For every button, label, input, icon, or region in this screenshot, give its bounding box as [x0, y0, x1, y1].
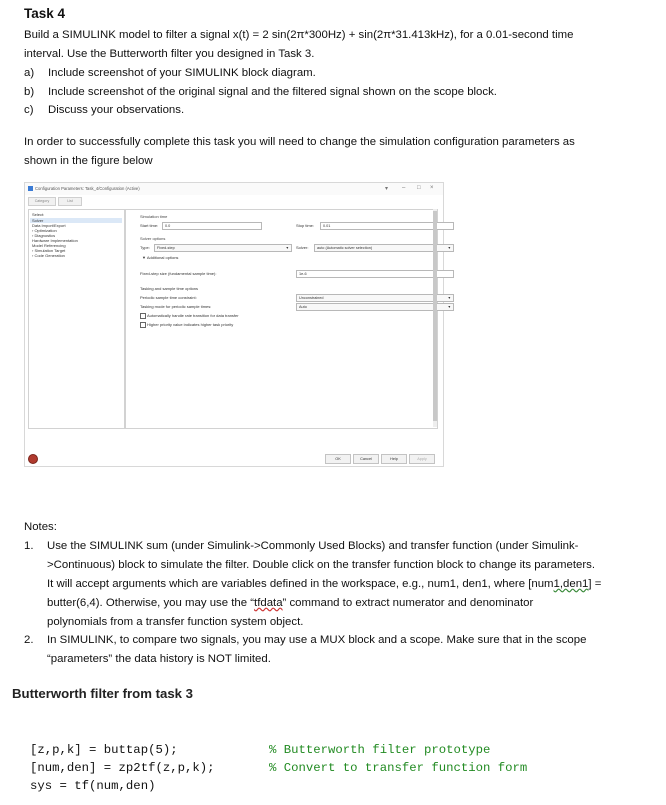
tasking-mode-label: Tasking mode for periodic sample times:	[140, 304, 212, 309]
fixed-step-size-input[interactable]: 1e-6	[296, 270, 454, 278]
solver-settings-panel	[125, 209, 451, 429]
type-select[interactable]	[154, 244, 292, 252]
note-1-line-4-c: ” command to extract numerator and denominator	[282, 597, 534, 609]
tasking-header: Tasking and sample time options	[140, 286, 199, 291]
config-intro-line-2: shown in the figure below	[24, 155, 153, 167]
list-item-text: Discuss your observations.	[48, 104, 185, 116]
tree-item-data-import-export[interactable]: Data Import/Export	[32, 223, 66, 228]
notes-title: Notes:	[24, 521, 57, 533]
list-item	[24, 101, 184, 120]
auto-rate-transition-label: Automatically handle rate transition for data transfer	[147, 313, 239, 318]
list-button[interactable]: List	[58, 197, 82, 206]
priority-checkbox[interactable]	[140, 322, 146, 328]
chevron-down-icon: ▼	[285, 246, 289, 250]
dialog-title: Configuration Parameters: Task_4/Configuration (Active)	[35, 186, 140, 191]
note-number: 1.	[24, 540, 34, 552]
config-intro-line-1: In order to successfully complete this task you will need to change the simulation configuration parameters as	[24, 136, 575, 148]
maximize-button[interactable]: □	[417, 185, 421, 191]
section-heading: Butterworth filter from task 3	[12, 686, 193, 701]
scrollbar-thumb[interactable]	[433, 211, 437, 421]
note-1	[24, 537, 654, 637]
auto-rate-transition-checkbox[interactable]	[140, 313, 146, 319]
periodic-constraint-value: Unconstrained	[299, 296, 324, 300]
minimize-button[interactable]: –	[402, 185, 406, 191]
category-button[interactable]: Category	[28, 197, 56, 206]
list-item-label: b)	[24, 86, 35, 98]
type-label: Type:	[140, 245, 150, 250]
tree-item-model-referencing[interactable]: Model Referencing	[32, 243, 66, 248]
tree-item-hardware-implementation[interactable]: Hardware Implementation	[32, 238, 78, 243]
close-button[interactable]: ×	[430, 185, 434, 191]
dialog-toolbar	[28, 197, 439, 206]
tree-item-simulation-target[interactable]: › Simulation Target	[32, 248, 66, 253]
note-1-line-2: >Continuous) block to simulate the filter. Double click on the transfer function block to change its parameters.	[47, 559, 595, 571]
task-title: Task 4	[24, 6, 66, 21]
pin-icon[interactable]: ▾	[385, 186, 389, 192]
note-1-line-1: Use the SIMULINK sum (under Simulink->Commonly Used Blocks) and transfer function (under Simulink-	[47, 540, 579, 552]
chevron-down-icon: ▼	[447, 246, 451, 250]
note-1-line-3-a: It will accept arguments which are variables defined in the workspace, e.g., num1, den1, where [num	[47, 578, 554, 590]
list-item-label: c)	[24, 104, 34, 116]
type-select-value: Fixed-step	[157, 246, 175, 250]
note-2-line-1: In SIMULINK, to compare two signals, you may use a MUX block and a scope. Make sure that in the scope	[47, 634, 587, 646]
simulation-time-header: Simulation time	[140, 214, 168, 219]
panel-scrollbar[interactable]	[433, 209, 437, 427]
cancel-button[interactable]: Cancel	[353, 454, 379, 464]
note-1-line-4	[47, 594, 533, 613]
list-item	[24, 64, 316, 83]
help-icon[interactable]	[28, 454, 38, 464]
dialog-title-bar	[25, 183, 443, 195]
ok-button[interactable]: OK	[325, 454, 351, 464]
stop-time-input[interactable]: 0.01	[320, 222, 454, 230]
start-time-input[interactable]: 0.0	[162, 222, 262, 230]
tree-select-label: Select:	[32, 212, 45, 217]
fixed-step-size-label: Fixed-step size (fundamental sample time):	[140, 271, 217, 276]
tasking-mode-value: Auto	[299, 305, 307, 309]
help-button[interactable]: Help	[381, 454, 407, 464]
code-line-2: [num,den] = zp2tf(z,p,k);	[30, 761, 215, 775]
note-1-line-3	[47, 575, 601, 594]
chevron-down-icon: ▼	[447, 305, 451, 309]
periodic-constraint-select[interactable]	[296, 294, 454, 302]
code-comment-1: % Butterworth filter prototype	[269, 743, 491, 757]
note-1-line-4-a: butter(6,4). Otherwise, you may use the “	[47, 597, 255, 609]
note-number: 2.	[24, 634, 34, 646]
code-line-1: [z,p,k] = buttap(5);	[30, 743, 178, 757]
category-tree	[28, 209, 125, 429]
num1-den1-text: 1,den1	[553, 578, 589, 590]
note-2	[24, 631, 654, 671]
list-item	[24, 83, 497, 102]
periodic-constraint-label: Periodic sample time constraint:	[140, 295, 197, 300]
tree-item-solver[interactable]: Solver	[30, 218, 122, 223]
note-1-line-5: polynomials from a transfer function system object.	[47, 616, 304, 628]
solver-select-value: auto (Automatic solver selection)	[317, 246, 373, 250]
list-item-text: Include screenshot of your SIMULINK block diagram.	[48, 67, 316, 79]
note-2-line-2: “parameters” the data history is NOT limited.	[47, 653, 271, 665]
configuration-dialog	[24, 182, 451, 467]
additional-options-toggle[interactable]: ▼ Additional options	[142, 255, 179, 260]
priority-label: Higher priority value indicates higher task priority	[147, 322, 234, 327]
solver-options-header: Solver options	[140, 236, 166, 241]
tree-item-optimization[interactable]: › Optimization	[32, 228, 57, 233]
intro-line-2: interval. Use the Butterworth filter you designed in Task 3.	[24, 48, 315, 60]
solver-label: Solver:	[296, 245, 309, 250]
tfdata-command: tfdata	[254, 597, 283, 609]
tree-item-code-generation[interactable]: › Code Generation	[32, 253, 65, 258]
code-line-3: sys = tf(num,den)	[30, 779, 156, 793]
list-item-text: Include screenshot of the original signal and the filtered signal shown on the scope block.	[48, 86, 497, 98]
chevron-down-icon: ▼	[447, 296, 451, 300]
stop-time-label: Stop time:	[296, 223, 315, 228]
list-item-label: a)	[24, 67, 35, 79]
intro-line-1: Build a SIMULINK model to filter a signal x(t) = 2 sin(2π*300Hz) + sin(2π*31.413kHz), for a 0.01-second time	[24, 29, 574, 41]
tasking-mode-select[interactable]	[296, 303, 454, 311]
start-time-label: Start time:	[140, 223, 159, 228]
app-icon	[28, 186, 33, 191]
apply-button[interactable]: Apply	[409, 454, 435, 464]
code-comment-2: % Convert to transfer function form	[269, 761, 528, 775]
note-1-line-3-c: ] =	[588, 578, 602, 590]
tree-item-diagnostics[interactable]: › Diagnostics	[32, 233, 56, 238]
